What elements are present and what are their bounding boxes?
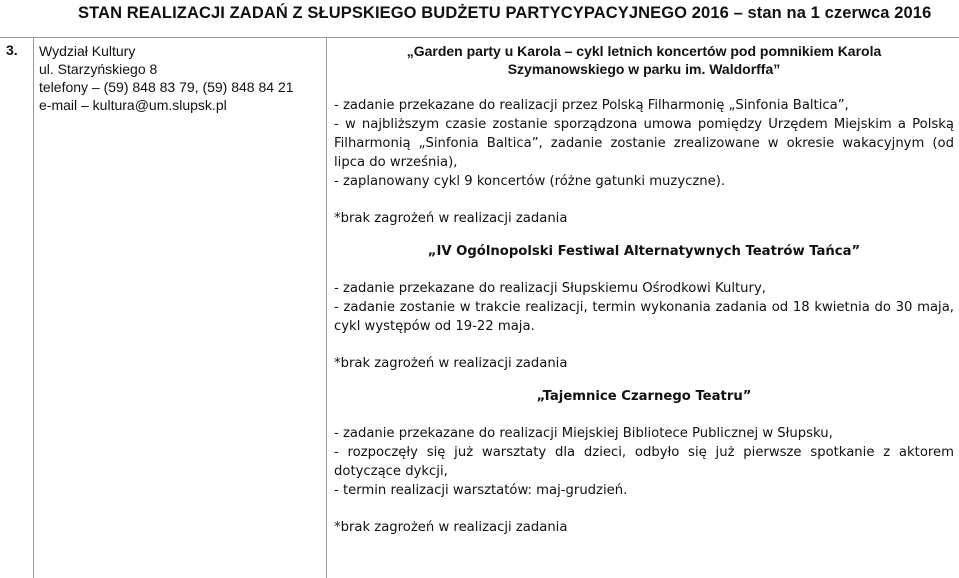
document-title: STAN REALIZACJI ZADAŃ Z SŁUPSKIEGO BUDŻETU PARTYCYPACYJNEGO 2016 – stan na 1 czerwca 2016 bbox=[78, 4, 932, 22]
task-title: Szymanowskiego w parku im. Waldorffa” bbox=[507, 61, 781, 77]
unit-street: ul. Starzyńskiego 8 bbox=[39, 61, 158, 77]
task-line: - zadanie przekazane do realizacji Słupskiemu Ośrodkowi Kultury, bbox=[334, 281, 766, 296]
tasks-column bbox=[334, 42, 954, 537]
row-number: 3. bbox=[6, 42, 18, 58]
task-title: „Garden party u Karola – cykl letnich koncertów pod pomnikiem Karola bbox=[406, 43, 882, 59]
tasks-table bbox=[0, 37, 959, 578]
task-black-theatre bbox=[334, 387, 954, 537]
task-paragraph: - w najbliższym czasie zostanie sporządzona umowa pomiędzy Urzędem Miejskim a Polską Filharmonią „Sinfonia Baltica”, zadanie zostanie zrealizowane w okresie wakacyjnym (od lipca do września), bbox=[334, 117, 954, 170]
risk-note: *brak zagrożeń w realizacji zadania bbox=[334, 520, 568, 535]
task-paragraph: - zadanie zostanie w trakcie realizacji, termin wykonania zadania od 18 kwietnia do 30 maja, cykl występów od 19-22 maja. bbox=[334, 300, 954, 334]
unit-email: e-mail – kultura@um.slupsk.pl bbox=[39, 97, 227, 113]
task-title: „IV Ogólnopolski Festiwal Alternatywnych Teatrów Tańca” bbox=[427, 244, 861, 259]
task-garden-party bbox=[334, 42, 954, 228]
task-line: - zadanie przekazane do realizacji przez Polską Filharmonię „Sinfonia Baltica”, bbox=[334, 98, 849, 113]
risk-note: *brak zagrożeń w realizacji zadania bbox=[334, 211, 568, 226]
task-title: „Tajemnice Czarnego Teatru” bbox=[536, 389, 752, 404]
task-line: - zaplanowany cykl 9 koncertów (różne gatunki muzyczne). bbox=[334, 174, 726, 189]
unit-name: Wydział Kultury bbox=[39, 43, 136, 59]
task-line: - termin realizacji warsztatów: maj-grudzień. bbox=[334, 483, 628, 498]
task-line: - zadanie przekazane do realizacji Miejskiej Bibliotece Publicznej w Słupsku, bbox=[334, 426, 833, 441]
unit-phones: telefony – (59) 848 83 79, (59) 848 84 21 bbox=[39, 79, 294, 95]
task-paragraph: - rozpoczęły się już warsztaty dla dzieci, odbyło się już pierwsze spotkanie z aktorem dotyczące dykcji, bbox=[334, 445, 954, 479]
column-divider bbox=[33, 38, 34, 578]
column-divider bbox=[326, 38, 327, 578]
task-dance-festival bbox=[334, 242, 954, 373]
unit-contact bbox=[39, 42, 319, 114]
risk-note: *brak zagrożeń w realizacji zadania bbox=[334, 356, 568, 371]
